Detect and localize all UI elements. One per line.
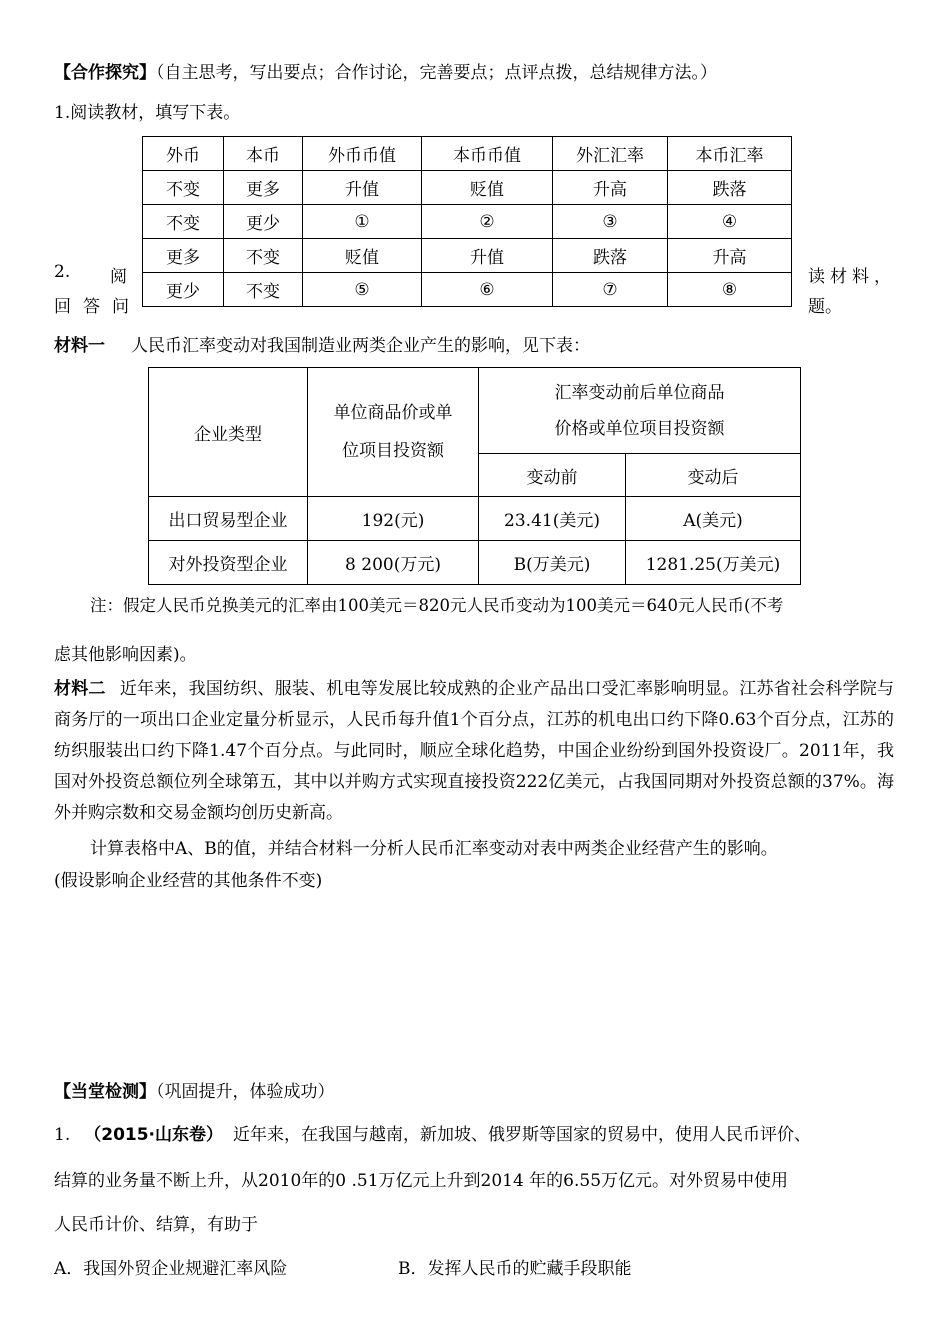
table-header-cell: 变动前 bbox=[479, 454, 626, 497]
table-cell: 更多 bbox=[224, 171, 303, 205]
table-header-cell: 外币币值 bbox=[303, 137, 422, 171]
coop-instruction: （自主思考，写出要点；合作讨论，完善要点；点评点拨，总结规律方法。） bbox=[156, 63, 717, 83]
table-row bbox=[149, 541, 801, 585]
table-header-cell: 变动后 bbox=[626, 454, 801, 497]
table-cell: 更少 bbox=[143, 273, 224, 307]
table-cell: ⑥ bbox=[422, 273, 553, 307]
table-row bbox=[143, 273, 792, 307]
note-line-2: 虑其他影响因素)。 bbox=[54, 645, 197, 665]
table-header-cell: 本币币值 bbox=[422, 137, 553, 171]
table-cell: 跌落 bbox=[668, 171, 792, 205]
table-cell: ⑤ bbox=[303, 273, 422, 307]
table-cell: 23.41(美元) bbox=[479, 497, 626, 541]
check-question-number: 1. bbox=[54, 1125, 71, 1145]
table-cell: 出口贸易型企业 bbox=[149, 497, 308, 541]
table-row bbox=[143, 205, 792, 239]
table-cell: 更多 bbox=[143, 239, 224, 273]
table-row bbox=[143, 171, 792, 205]
table-cell: 升高 bbox=[668, 239, 792, 273]
table-cell: ③ bbox=[553, 205, 668, 239]
check-question-line-3: 人民币计价、结算，有助于 bbox=[54, 1215, 258, 1235]
table-header-cell: 外汇汇率 bbox=[553, 137, 668, 171]
enterprise-table bbox=[148, 367, 801, 585]
table-cell: 不变 bbox=[143, 205, 224, 239]
table-cell: B(万美元) bbox=[479, 541, 626, 585]
table-cell: ② bbox=[422, 205, 553, 239]
table-cell: 升高 bbox=[553, 171, 668, 205]
material-2-label: 材料二 bbox=[54, 679, 106, 699]
table-header-row bbox=[143, 137, 792, 171]
table-cell: ④ bbox=[668, 205, 792, 239]
table-cell: ① bbox=[303, 205, 422, 239]
check-question-line-1: 近年来，在我国与越南，新加坡、俄罗斯等国家的贸易中，使用人民币评价、 bbox=[233, 1125, 812, 1145]
table-cell: 对外投资型企业 bbox=[149, 541, 308, 585]
table-header-row bbox=[149, 368, 801, 454]
table-cell: 不变 bbox=[224, 239, 303, 273]
table-header-cell bbox=[479, 368, 801, 454]
coop-heading: 【合作探究】 bbox=[54, 63, 156, 83]
question-line-1: 计算表格中A、B的值，并结合材料一分析人民币汇率变动对表中两类企业经营产生的影响。 bbox=[90, 839, 778, 859]
table-cell: 升值 bbox=[303, 171, 422, 205]
question-2-number: 2. bbox=[54, 262, 71, 282]
material-2-text: 近年来，我国纺织、服装、机电等发展比较成熟的企业产品出口受汇率影响明显。江苏省社会科学院与商务厅的一项出口企业定量分析显示，人民币每升值1个百分点，江苏的机电出口约下降0.63个百分点，江苏的纺织服装出口约下降1.47个百分点。与此同时，顺应全球化趋势，中国企业纷纷到国外投资设厂。2011年，我国对外投资总额位列全球第五，其中以并购方式实现直接投资222亿美元，占我国同期对外投资总额的37%。海外并购宗数和交易金额均创历史新高。 bbox=[54, 679, 894, 823]
table-row bbox=[149, 497, 801, 541]
table-cell: 更少 bbox=[224, 205, 303, 239]
table-cell: 192(元) bbox=[308, 497, 479, 541]
header-line: 位项目投资额 bbox=[342, 441, 444, 461]
table-header-cell: 外币 bbox=[143, 137, 224, 171]
question-2-right-1: 读材料， bbox=[808, 267, 896, 287]
header-line: 价格或单位项目投资额 bbox=[554, 418, 725, 439]
header-line: 汇率变动前后单位商品 bbox=[554, 382, 725, 403]
material-1-text: 人民币汇率变动对我国制造业两类企业产生的影响，见下表： bbox=[131, 336, 590, 356]
option-b[interactable]: B．发挥人民币的贮藏手段职能 bbox=[398, 1259, 632, 1279]
table-cell: ⑦ bbox=[553, 273, 668, 307]
question-2-left-1: 阅 bbox=[110, 267, 127, 287]
check-question-source: （2015·山东卷） bbox=[84, 1125, 224, 1145]
exchange-rate-table bbox=[142, 136, 792, 307]
material-1 bbox=[54, 331, 590, 356]
table-cell: 升值 bbox=[422, 239, 553, 273]
table-row bbox=[143, 239, 792, 273]
question-2-left-2: 回答问 bbox=[54, 297, 141, 317]
table-header-cell: 本币 bbox=[224, 137, 303, 171]
table-cell: 跌落 bbox=[553, 239, 668, 273]
table-cell: 贬值 bbox=[422, 171, 553, 205]
note-line-1: 注：假定人民币兑换美元的汇率由100美元＝820元人民币变动为100美元＝640元人民币(不考 bbox=[90, 596, 784, 615]
question-line-2: (假设影响企业经营的其他条件不变) bbox=[54, 871, 323, 891]
table-cell: ⑧ bbox=[668, 273, 792, 307]
table-cell: 8 200(万元) bbox=[308, 541, 479, 585]
question-1-text: 1.阅读教材，填写下表。 bbox=[54, 103, 241, 123]
check-section bbox=[54, 1077, 335, 1102]
table-cell: 不变 bbox=[143, 171, 224, 205]
table-cell: 贬值 bbox=[303, 239, 422, 273]
table-cell: A(美元) bbox=[626, 497, 801, 541]
check-question-line-2: 结算的业务量不断上升，从2010年的0 .51万亿元上升到2014 年的6.55万亿元。对外贸易中使用 bbox=[54, 1171, 789, 1191]
check-instruction: （巩固提升，体验成功） bbox=[156, 1082, 335, 1102]
coop-section bbox=[54, 58, 717, 83]
header-line: 单位商品价或单 bbox=[333, 403, 453, 423]
table-cell: 1281.25(万美元) bbox=[626, 541, 801, 585]
check-heading: 【当堂检测】 bbox=[54, 1082, 156, 1102]
table-header-cell bbox=[308, 368, 479, 497]
check-question-1 bbox=[54, 1120, 811, 1145]
question-2-right-2: 题。 bbox=[808, 297, 842, 317]
material-2 bbox=[54, 674, 894, 829]
table-cell: 不变 bbox=[224, 273, 303, 307]
table-header-cell: 企业类型 bbox=[149, 368, 308, 497]
material-1-label: 材料一 bbox=[54, 336, 105, 356]
table-header-cell: 本币汇率 bbox=[668, 137, 792, 171]
option-a[interactable]: A．我国外贸企业规避汇率风险 bbox=[54, 1259, 288, 1279]
